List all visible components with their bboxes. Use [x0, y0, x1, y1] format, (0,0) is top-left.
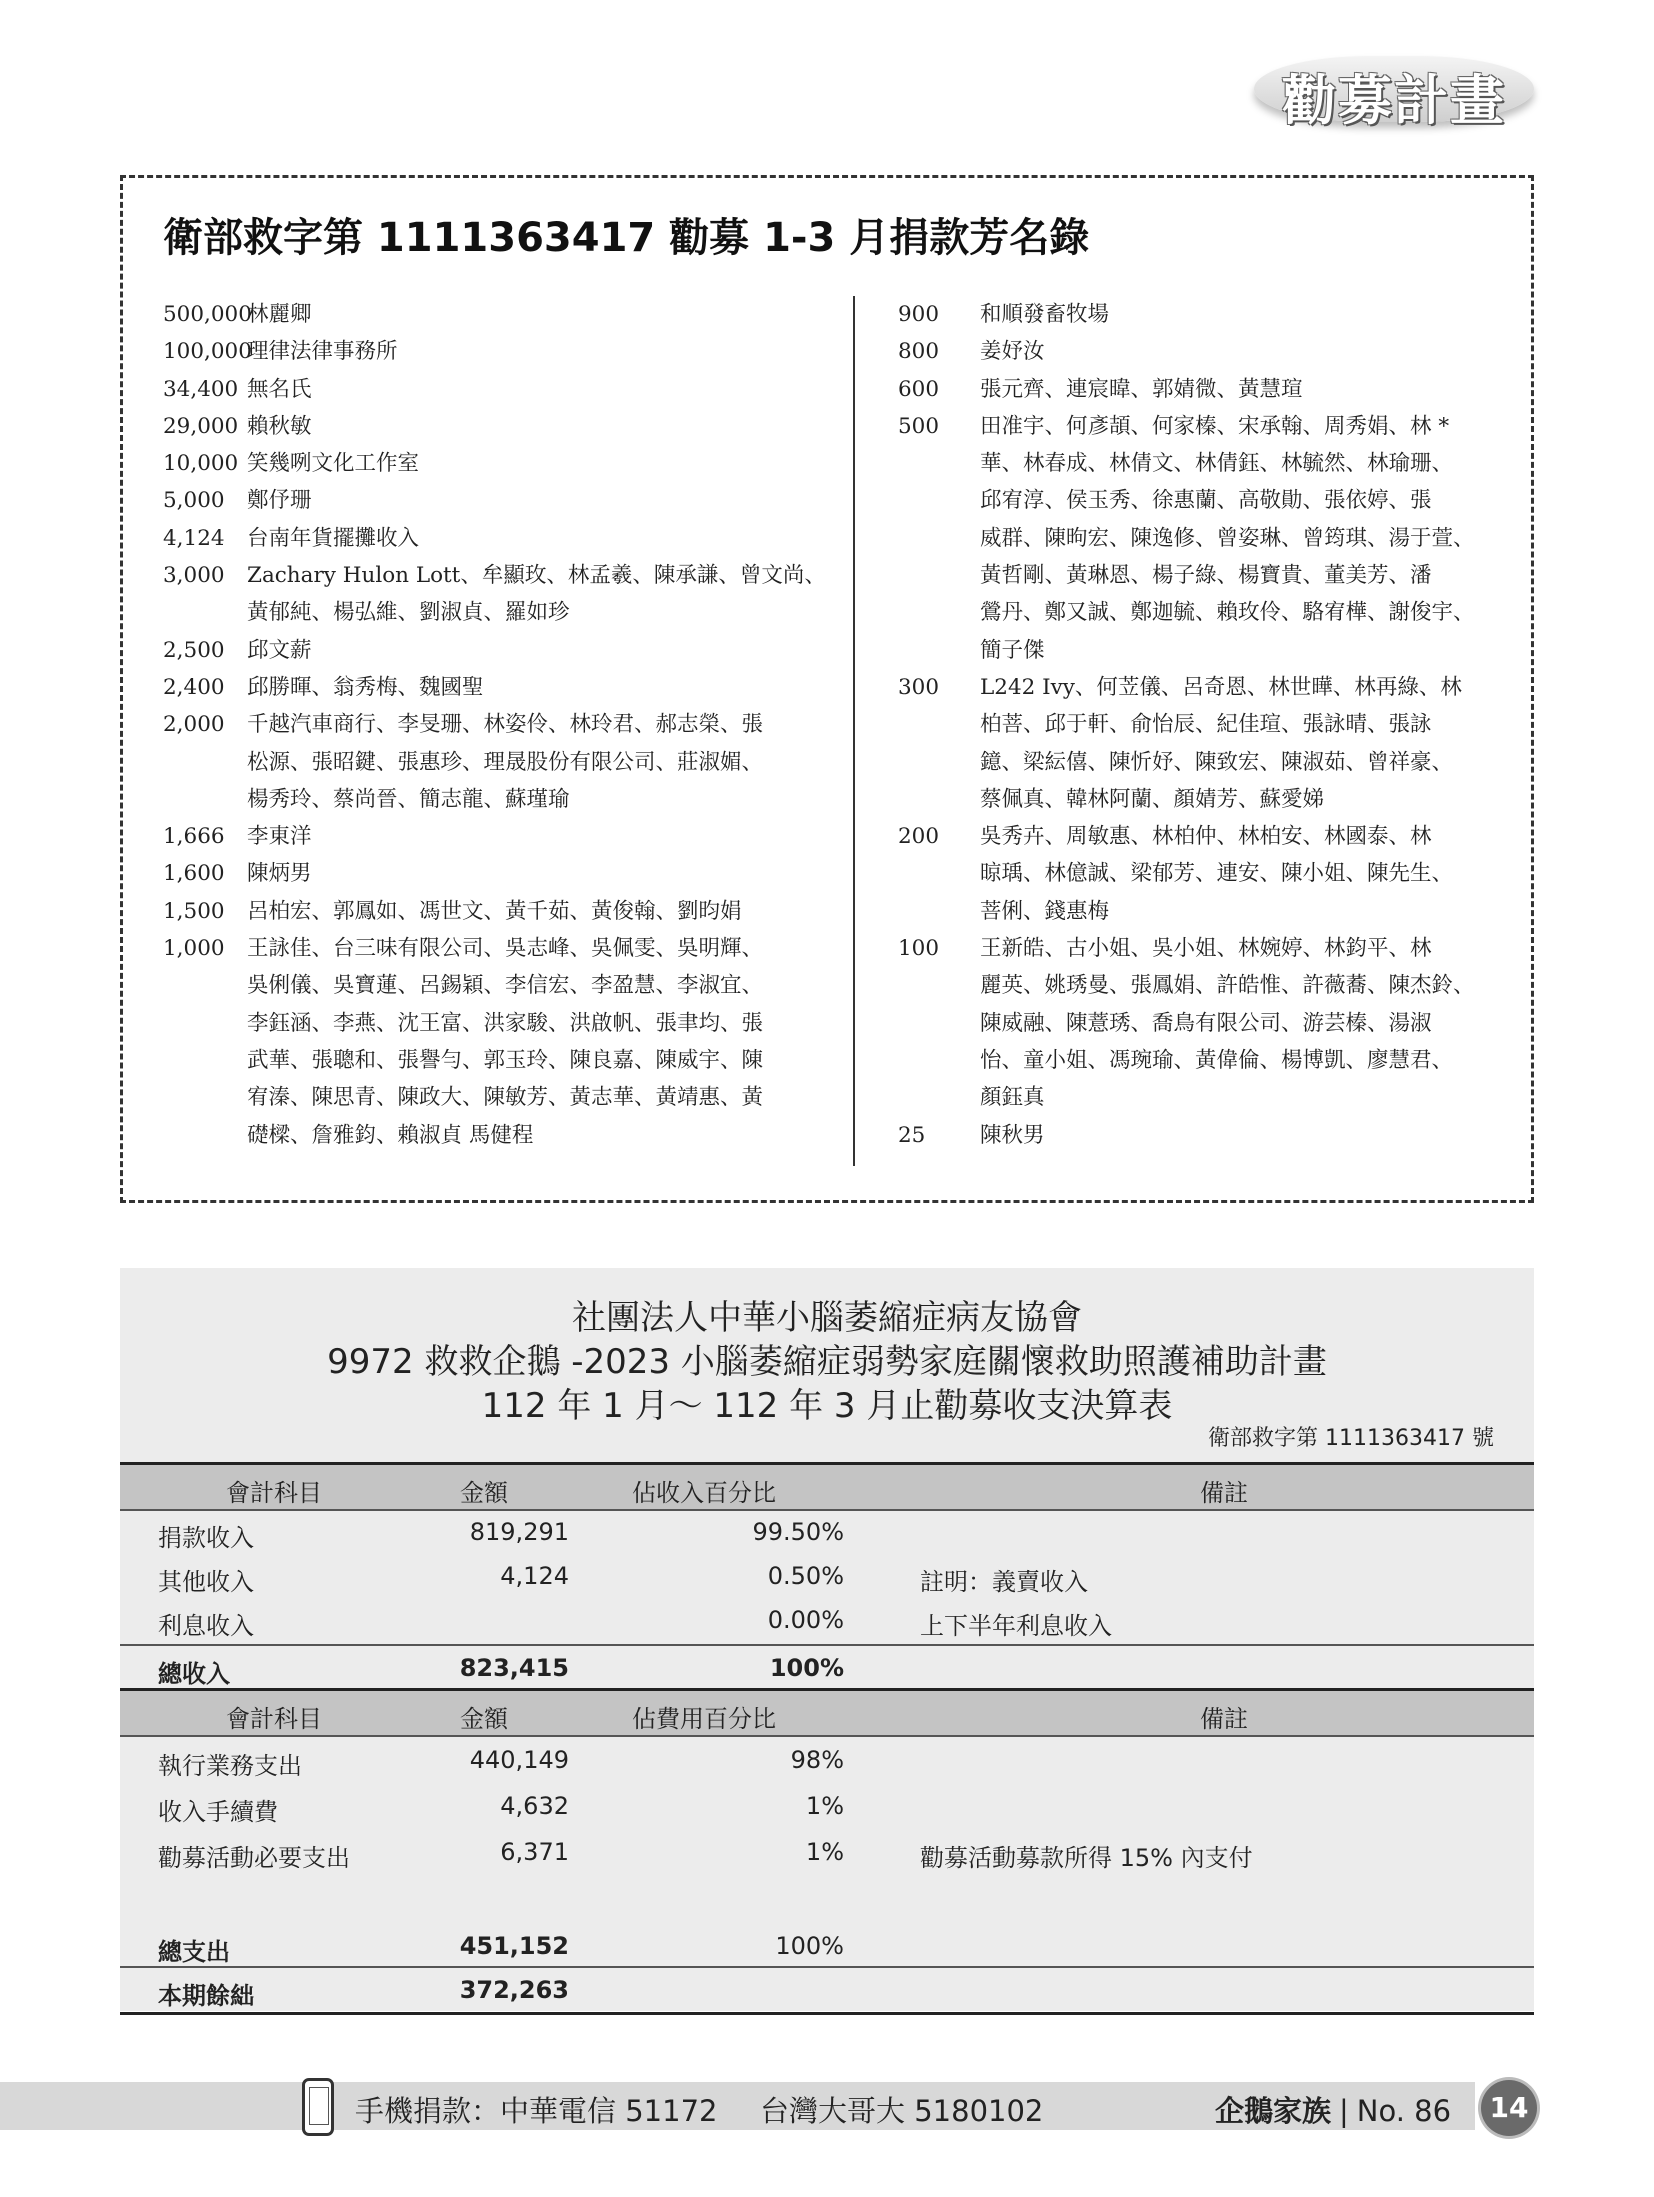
section-title: 勸募計畫 [1282, 69, 1506, 132]
donation-amount: 600 [898, 376, 940, 402]
donor-names: 無名氏 [247, 376, 312, 402]
row-pct: 0.00% [767, 1606, 844, 1634]
donor-entry [898, 818, 1498, 930]
donor-entry [898, 333, 1498, 370]
donor-entry [163, 930, 863, 1154]
column-divider [853, 296, 855, 1166]
donor-names: 台南年貨擺攤收入 [247, 525, 420, 551]
donor-column-left [163, 296, 863, 1154]
donor-entry [898, 296, 1498, 333]
total-pct: 100% [775, 1932, 844, 1960]
header-pct: 佔收入百分比 [632, 1479, 776, 1507]
row-amount: 6,371 [500, 1838, 569, 1866]
row-item: 執行業務支出 [158, 1752, 302, 1780]
row-item: 捐款收入 [158, 1524, 254, 1552]
table-row [120, 1510, 1534, 1554]
donor-names: 賴秋敏 [247, 413, 312, 439]
header-pct: 佔費用百分比 [632, 1705, 776, 1733]
row-item: 勸募活動必要支出 [158, 1844, 350, 1872]
donor-entry [163, 296, 863, 333]
total-amount: 451,152 [459, 1932, 569, 1960]
donor-names: 陳秋男 [980, 1122, 1045, 1148]
total-item: 總支出 [158, 1938, 230, 1966]
row-item: 其他收入 [158, 1568, 254, 1596]
balance-item: 本期餘絀 [158, 1982, 254, 2010]
mobile-donation-cht: 手機捐款：中華電信 51172 [355, 2094, 718, 2128]
total-pct: 100% [769, 1654, 844, 1682]
header-item: 會計科目 [226, 1705, 322, 1733]
row-item: 收入手續費 [158, 1798, 278, 1826]
table-row [120, 1784, 1534, 1828]
donor-entry [163, 557, 863, 632]
donor-entry [163, 520, 863, 557]
total-item: 總收入 [158, 1660, 230, 1688]
row-note: 註明：義賣收入 [920, 1568, 1088, 1596]
table-row [120, 1830, 1534, 1874]
org-name: 社團法人中華小腦萎縮症病友協會 [572, 1298, 1082, 1338]
donor-names: 千越汽車商行、李旻珊、林姿伶、林玲君、郝志榮、張 松源、張昭鍵、張惠珍、理晟股份有限公司、莊淑媚、 楊秀玲、蔡尚晉、簡志龍、蘇瑾瑜 [247, 712, 764, 812]
header-note: 備註 [1200, 1479, 1248, 1507]
donor-entry [163, 855, 863, 892]
issue-number: No. 86 [1356, 2094, 1452, 2128]
row-amount: 4,632 [500, 1792, 569, 1820]
donor-names: 王詠佳、台三味有限公司、吳志峰、吳佩雯、吳明輝、 吳俐儀、吳寶蓮、呂錫穎、李信宏、李盈慧、李淑宜、 李鈺涵、李燕、沈王富、洪家駿、洪啟帆、張聿均、張 武華、張聰和、張譽勻、郭玉玲、陳良嘉、陳威宇、陳 宥溱、陳思青、陳政大、陳敏芳、黃志華、黃靖惠、黃 礎樑、詹雅鈞、賴淑貞 馬健程 [247, 936, 764, 1148]
donor-entry [163, 333, 863, 370]
donor-list-box [120, 175, 1534, 1203]
donation-amount: 5,000 [163, 488, 225, 514]
header-amount: 金額 [460, 1705, 508, 1733]
donation-amount: 100,000 [163, 339, 252, 365]
donation-amount: 100 [898, 936, 940, 962]
donor-names: 邱文薪 [247, 637, 312, 663]
mobile-donation-twm: 台灣大哥大 5180102 [760, 2094, 1044, 2128]
donor-names: 王新皓、古小姐、吳小姐、林婉婷、林鈞平、林 麗英、姚琇曼、張鳳娟、許皓惟、許薇蕎、陳杰鈴、 陳威融、陳薏琇、喬鳥有限公司、游芸榛、湯淑 怡、童小姐、馮琬瑜、黃偉倫、楊博凱、廖慧君、 顏鈺真 [980, 936, 1475, 1111]
donation-amount: 2,000 [163, 712, 225, 738]
magazine-info [1215, 2089, 1451, 2130]
expense-total-row [120, 1924, 1534, 1968]
row-amount: 4,124 [500, 1562, 569, 1590]
finance-statement [120, 1268, 1534, 2011]
donor-names: Zachary Hulon Lott、牟顯玫、林孟羲、陳承謙、曾文尚、 黃郁純、楊弘維、劉淑貞、羅如珍 [247, 563, 826, 626]
row-pct: 1% [805, 1838, 844, 1866]
page-number: 14 [1481, 2080, 1537, 2136]
row-pct: 99.50% [752, 1518, 844, 1546]
header-note: 備註 [1200, 1705, 1248, 1733]
donor-entry [898, 1117, 1498, 1154]
project-name: 9972 救救企鵝 -2023 小腦萎縮症弱勢家庭關懷救助照護補助計畫 [327, 1342, 1327, 1382]
donor-entry [163, 818, 863, 855]
donation-amount: 34,400 [163, 376, 239, 402]
donor-names: 和順發畜牧場 [980, 302, 1110, 327]
donation-amount: 1,500 [163, 898, 225, 924]
donation-amount: 3,000 [163, 563, 225, 589]
donor-names: 鄭伃珊 [247, 488, 312, 514]
row-amount: 819,291 [469, 1518, 569, 1546]
donation-amount: 900 [898, 302, 940, 327]
expense-table-header [120, 1688, 1534, 1737]
magazine-name: 企鵝家族 [1215, 2094, 1332, 2128]
income-table-header [120, 1462, 1534, 1511]
mobile-phone-icon [302, 2078, 334, 2136]
donor-entry [163, 482, 863, 519]
donor-names: 呂柏宏、郭鳳如、馮世文、黃千茹、黃俊翰、劉昀娟 [247, 898, 742, 924]
donor-names: 邱勝暉、翁秀梅、魏國聖 [247, 674, 484, 700]
header-amount: 金額 [460, 1479, 508, 1507]
donation-amount: 1,000 [163, 936, 225, 962]
permit-number: 衛部救字第 1111363417 號 [1208, 1426, 1494, 1451]
donation-amount: 25 [898, 1122, 926, 1148]
donor-names: 張元齊、連宸暐、郭婧微、黃慧瑄 [980, 376, 1303, 402]
donation-amount: 200 [898, 824, 940, 850]
donor-list-title: 衛部救字第 1111363417 勸募 1-3 月捐款芳名錄 [163, 215, 1090, 261]
footer-separator: | [1339, 2094, 1349, 2128]
donor-names: 林麗卿 [247, 302, 312, 327]
donor-entry [163, 893, 863, 930]
row-item: 利息收入 [158, 1612, 254, 1640]
donor-column-right [898, 296, 1498, 1154]
row-pct: 98% [790, 1746, 844, 1774]
table-row [120, 1598, 1534, 1642]
donor-names: L242 Ivy、何苙儀、呂奇恩、林世曄、林再綠、林 柏菩、邱于軒、俞怡辰、紀佳瑄、張詠晴、張詠 鐿、梁紜僖、陳忻妤、陳致宏、陳淑茹、曾祥豪、 蔡佩真、韓林阿蘭、顏婧芳、蘇愛娣 [980, 674, 1462, 812]
table-row [120, 1554, 1534, 1598]
donor-entry [163, 371, 863, 408]
row-pct: 0.50% [767, 1562, 844, 1590]
income-total-row [120, 1644, 1534, 1690]
donor-entry [163, 445, 863, 482]
donor-entry [163, 408, 863, 445]
donor-names: 笑幾咧文化工作室 [247, 451, 420, 477]
donor-names: 吳秀卉、周敏惠、林柏仲、林柏安、林國泰、林 晾瑀、林億誠、梁郁芳、連安、陳小姐、陳先生、 菩俐、錢惠梅 [980, 824, 1454, 924]
section-badge [1254, 56, 1534, 132]
donation-amount: 1,666 [163, 824, 225, 850]
donation-amount: 10,000 [163, 451, 239, 477]
donation-amount: 800 [898, 339, 940, 365]
donor-entry [898, 371, 1498, 408]
donor-entry [898, 408, 1498, 669]
donor-names: 姜妤汝 [980, 339, 1045, 365]
donation-amount: 500,000 [163, 302, 252, 327]
balance-row [120, 1966, 1534, 2015]
donation-amount: 1,600 [163, 861, 225, 887]
donation-amount: 4,124 [163, 525, 225, 551]
row-amount: 440,149 [469, 1746, 569, 1774]
donor-names: 理律法律事務所 [247, 339, 398, 365]
table-row [120, 1738, 1534, 1782]
donation-amount: 2,500 [163, 637, 225, 663]
statement-period: 112 年 1 月～ 112 年 3 月止勸募收支決算表 [481, 1386, 1173, 1426]
row-note: 勸募活動募款所得 15% 內支付 [920, 1844, 1253, 1872]
header-item: 會計科目 [226, 1479, 322, 1507]
donor-entry [163, 632, 863, 669]
donor-entry [163, 706, 863, 818]
donation-amount: 2,400 [163, 674, 225, 700]
balance-amount: 372,263 [459, 1976, 569, 2004]
donor-names: 陳炳男 [247, 861, 312, 887]
donation-amount: 300 [898, 674, 940, 700]
row-pct: 1% [805, 1792, 844, 1820]
donor-entry [898, 930, 1498, 1116]
total-amount: 823,415 [459, 1654, 569, 1682]
donation-amount: 29,000 [163, 413, 239, 439]
donor-entry [898, 669, 1498, 818]
donation-amount: 500 [898, 413, 940, 439]
donor-names: 田准宇、何彥頡、何家榛、宋承翰、周秀娟、林 * 華、林春成、林倩文、林倩鈺、林毓然、林瑜珊、 邱宥淳、侯玉秀、徐惠蘭、高敬勛、張依婷、張 威群、陳昫宏、陳逸修、曾姿琳、曾筠琪、湯于萱、 黃哲剛、黃琳恩、楊子綠、楊寶貴、董美芳、潘 鶯丹、鄭又誠、鄭迦毓、賴玫伶、駱宥樺、謝俊宇、 簡子傑 [980, 413, 1475, 663]
donor-entry [163, 669, 863, 706]
row-note: 上下半年利息收入 [920, 1612, 1112, 1640]
donor-names: 李東洋 [247, 824, 312, 850]
